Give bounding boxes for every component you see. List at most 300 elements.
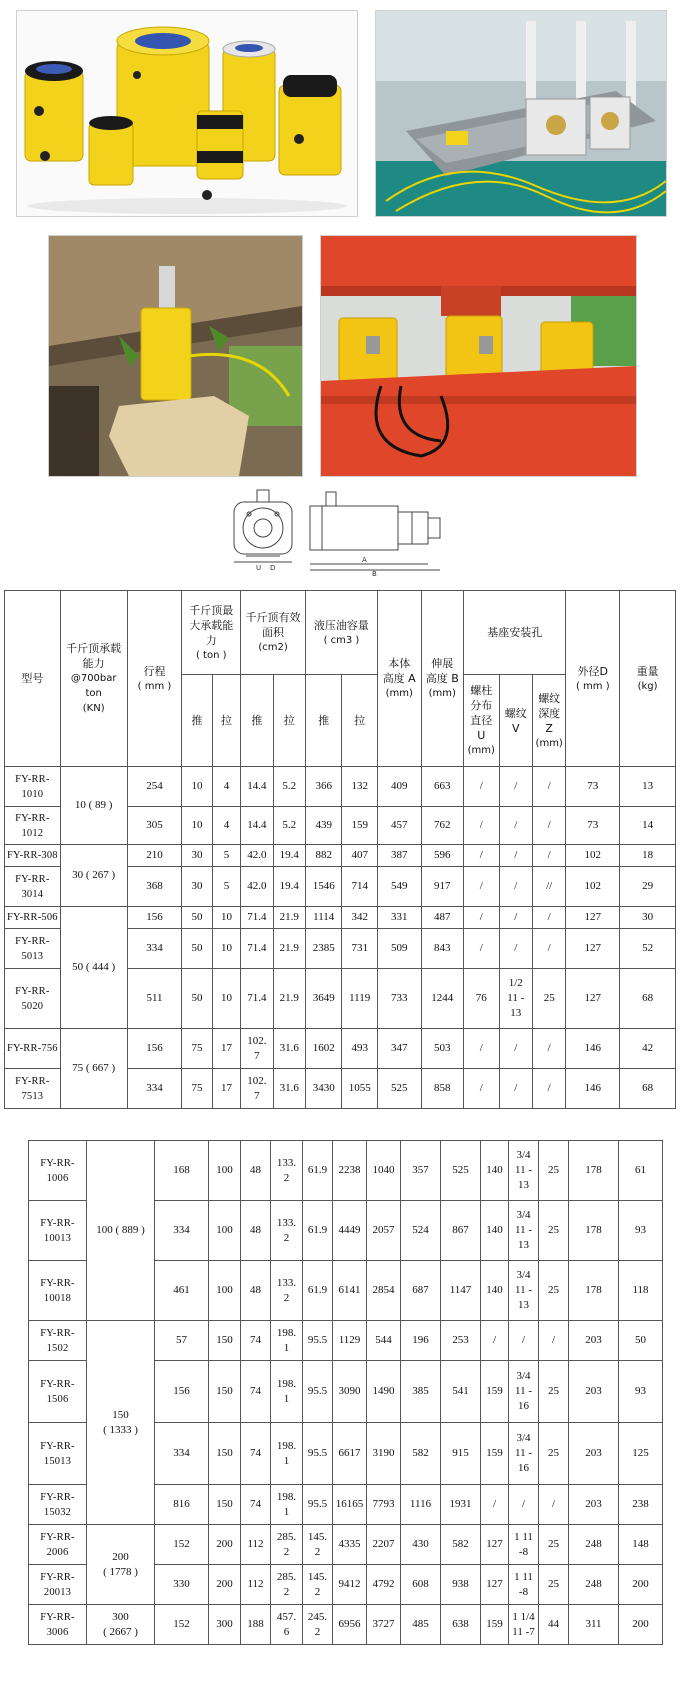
max-push-cell: 200 xyxy=(209,1525,241,1565)
model-cell: FY-RR- 5013 xyxy=(5,929,61,969)
area-pull-cell: 21.9 xyxy=(273,907,305,929)
capacity-cell: 10 ( 89 ) xyxy=(60,767,127,845)
thread-depth-cell: / xyxy=(532,929,565,969)
weight-cell: 200 xyxy=(619,1565,663,1605)
outer-diameter-cell: 248 xyxy=(569,1525,619,1565)
oil-push-cell: 1114 xyxy=(305,907,341,929)
thread-depth-cell: / xyxy=(532,907,565,929)
label-b: B xyxy=(372,570,377,576)
weight-cell: 13 xyxy=(620,767,676,807)
max-push-cell: 100 xyxy=(209,1201,241,1261)
stroke-cell: 57 xyxy=(155,1321,209,1361)
thread-cell: 3/4 11 - 16 xyxy=(509,1361,539,1423)
extended-height-cell: 596 xyxy=(421,845,464,867)
max-push-cell: 30 xyxy=(182,867,212,907)
header-outer-diameter: 外径D ( mm ) xyxy=(566,591,620,767)
outer-diameter-cell: 203 xyxy=(569,1485,619,1525)
capacity-cell: 300 ( 2667 ) xyxy=(87,1605,155,1645)
max-pull-cell: 74 xyxy=(241,1423,271,1485)
bolt-diameter-cell: 140 xyxy=(481,1141,509,1201)
table-row xyxy=(5,907,676,929)
oil-push-cell: 9412 xyxy=(333,1565,367,1605)
thread-cell: / xyxy=(499,929,532,969)
oil-push-cell: 6617 xyxy=(333,1423,367,1485)
model-cell: FY-RR- 5020 xyxy=(5,969,61,1029)
stroke-cell: 511 xyxy=(127,969,182,1029)
area-push-cell: 198. 1 xyxy=(271,1321,303,1361)
oil-push-cell: 3649 xyxy=(305,969,341,1029)
stroke-cell: 334 xyxy=(155,1201,209,1261)
model-cell: FY-RR- 15032 xyxy=(29,1485,87,1525)
spec-table-bottom xyxy=(28,1140,663,1645)
model-cell: FY-RR-756 xyxy=(5,1029,61,1069)
oil-pull-cell: 493 xyxy=(342,1029,377,1069)
header-effective-area: 千斤顶有效 面积 (cm2) xyxy=(241,591,306,675)
model-cell: FY-RR- 1502 xyxy=(29,1321,87,1361)
oil-push-cell: 6956 xyxy=(333,1605,367,1645)
thread-depth-cell: / xyxy=(532,1029,565,1069)
header-stroke: 行程 ( mm ) xyxy=(127,591,182,767)
weight-cell: 148 xyxy=(619,1525,663,1565)
table-row xyxy=(29,1321,663,1361)
model-cell: FY-RR- 3014 xyxy=(5,867,61,907)
thread-depth-cell: 25 xyxy=(532,969,565,1029)
header-pull: 拉 xyxy=(212,675,240,767)
oil-push-cell: 16165 xyxy=(333,1485,367,1525)
body-height-cell: 430 xyxy=(401,1525,441,1565)
thread-cell: / xyxy=(499,867,532,907)
oil-pull-cell: 731 xyxy=(342,929,377,969)
area-pull-cell: 95.5 xyxy=(303,1485,333,1525)
area-push-cell: 285. 2 xyxy=(271,1525,303,1565)
table-row xyxy=(5,1029,676,1069)
stroke-cell: 334 xyxy=(127,929,182,969)
bolt-diameter-cell: / xyxy=(464,867,499,907)
header-thread: 螺纹 V xyxy=(499,675,532,767)
thread-depth-cell: / xyxy=(532,845,565,867)
oil-pull-cell: 3190 xyxy=(367,1423,401,1485)
bridge-support-illustration xyxy=(49,236,302,476)
label-d: D xyxy=(270,564,276,572)
thread-cell: / xyxy=(499,1029,532,1069)
factory-install-photo xyxy=(375,10,667,217)
thread-cell: / xyxy=(499,767,532,807)
extended-height-cell: 762 xyxy=(421,807,464,845)
bolt-diameter-cell: / xyxy=(464,1069,499,1109)
max-push-cell: 10 xyxy=(182,807,212,845)
thread-cell: / xyxy=(509,1321,539,1361)
thread-cell: / xyxy=(499,1069,532,1109)
extended-height-cell: 638 xyxy=(441,1605,481,1645)
thread-cell: 1 1/4 11 -7 xyxy=(509,1605,539,1645)
thread-depth-cell: / xyxy=(532,767,565,807)
area-push-cell: 198. 1 xyxy=(271,1423,303,1485)
oil-push-cell: 1129 xyxy=(333,1321,367,1361)
weight-cell: 200 xyxy=(619,1605,663,1645)
header-thread-depth: 螺纹 深度 Z (mm) xyxy=(532,675,565,767)
body-height-cell: 733 xyxy=(377,969,421,1029)
weight-cell: 29 xyxy=(620,867,676,907)
model-cell: FY-RR- 7513 xyxy=(5,1069,61,1109)
bolt-diameter-cell: / xyxy=(464,767,499,807)
capacity-cell: 75 ( 667 ) xyxy=(60,1029,127,1109)
thread-depth-cell: / xyxy=(532,807,565,845)
thread-depth-cell: 25 xyxy=(539,1201,569,1261)
area-push-cell: 71.4 xyxy=(241,969,273,1029)
max-push-cell: 50 xyxy=(182,907,212,929)
capacity-cell: 150 ( 1333 ) xyxy=(87,1321,155,1525)
extended-height-cell: 917 xyxy=(421,867,464,907)
max-pull-cell: 10 xyxy=(212,929,240,969)
extended-height-cell: 1244 xyxy=(421,969,464,1029)
oil-push-cell: 4335 xyxy=(333,1525,367,1565)
body-height-cell: 1116 xyxy=(401,1485,441,1525)
outer-diameter-cell: 146 xyxy=(566,1029,620,1069)
header-bolt-diameter: 螺柱 分布 直径 U (mm) xyxy=(464,675,499,767)
model-cell: FY-RR- 1506 xyxy=(29,1361,87,1423)
outer-diameter-cell: 311 xyxy=(569,1605,619,1645)
stroke-cell: 461 xyxy=(155,1261,209,1321)
oil-pull-cell: 2207 xyxy=(367,1525,401,1565)
area-pull-cell: 31.6 xyxy=(273,1029,305,1069)
bolt-diameter-cell: 76 xyxy=(464,969,499,1029)
oil-push-cell: 2385 xyxy=(305,929,341,969)
header-max-capacity: 千斤顶最 大承载能 力 ( ton ) xyxy=(182,591,241,675)
table-row xyxy=(29,1141,663,1201)
oil-pull-cell: 544 xyxy=(367,1321,401,1361)
outer-diameter-cell: 73 xyxy=(566,767,620,807)
oil-pull-cell: 7793 xyxy=(367,1485,401,1525)
outer-diameter-cell: 178 xyxy=(569,1261,619,1321)
extended-height-cell: 915 xyxy=(441,1423,481,1485)
area-push-cell: 285. 2 xyxy=(271,1565,303,1605)
outer-diameter-cell: 178 xyxy=(569,1141,619,1201)
area-push-cell: 133. 2 xyxy=(271,1141,303,1201)
stroke-cell: 156 xyxy=(127,907,182,929)
max-pull-cell: 10 xyxy=(212,969,240,1029)
max-pull-cell: 5 xyxy=(212,845,240,867)
stroke-cell: 168 xyxy=(155,1141,209,1201)
oil-pull-cell: 714 xyxy=(342,867,377,907)
capacity-cell: 100 ( 889 ) xyxy=(87,1141,155,1321)
area-push-cell: 14.4 xyxy=(241,767,273,807)
body-height-cell: 524 xyxy=(401,1201,441,1261)
model-cell: FY-RR- 15013 xyxy=(29,1423,87,1485)
bolt-diameter-cell: / xyxy=(464,807,499,845)
bolt-diameter-cell: 159 xyxy=(481,1361,509,1423)
thread-cell: 1 11 -8 xyxy=(509,1565,539,1605)
max-pull-cell: 74 xyxy=(241,1485,271,1525)
extended-height-cell: 867 xyxy=(441,1201,481,1261)
max-pull-cell: 17 xyxy=(212,1069,240,1109)
weight-cell: 50 xyxy=(619,1321,663,1361)
thread-depth-cell: 25 xyxy=(539,1141,569,1201)
body-height-cell: 347 xyxy=(377,1029,421,1069)
extended-height-cell: 843 xyxy=(421,929,464,969)
max-push-cell: 75 xyxy=(182,1029,212,1069)
header-oil-capacity: 液压油容量 ( cm3 ) xyxy=(305,591,377,675)
oil-pull-cell: 1490 xyxy=(367,1361,401,1423)
bridge-support-photo xyxy=(48,235,303,477)
area-push-cell: 133. 2 xyxy=(271,1201,303,1261)
extended-height-cell: 253 xyxy=(441,1321,481,1361)
thread-depth-cell: / xyxy=(532,1069,565,1109)
model-cell: FY-RR- 20013 xyxy=(29,1565,87,1605)
area-pull-cell: 245. 2 xyxy=(303,1605,333,1645)
area-push-cell: 42.0 xyxy=(241,867,273,907)
max-pull-cell: 74 xyxy=(241,1361,271,1423)
max-push-cell: 30 xyxy=(182,845,212,867)
max-pull-cell: 188 xyxy=(241,1605,271,1645)
weight-cell: 18 xyxy=(620,845,676,867)
header-row-1 xyxy=(5,591,676,675)
max-pull-cell: 5 xyxy=(212,867,240,907)
stroke-cell: 152 xyxy=(155,1525,209,1565)
header-push: 推 xyxy=(305,675,341,767)
table-row xyxy=(5,767,676,807)
max-pull-cell: 112 xyxy=(241,1565,271,1605)
thread-cell: 1/2 11 - 13 xyxy=(499,969,532,1029)
oil-pull-cell: 3727 xyxy=(367,1605,401,1645)
thread-depth-cell: 25 xyxy=(539,1423,569,1485)
red-frame-illustration xyxy=(321,236,636,476)
area-push-cell: 42.0 xyxy=(241,845,273,867)
extended-height-cell: 541 xyxy=(441,1361,481,1423)
oil-push-cell: 439 xyxy=(305,807,341,845)
oil-push-cell: 6141 xyxy=(333,1261,367,1321)
thread-depth-cell: 44 xyxy=(539,1605,569,1645)
stroke-cell: 330 xyxy=(155,1565,209,1605)
max-push-cell: 150 xyxy=(209,1361,241,1423)
max-push-cell: 150 xyxy=(209,1423,241,1485)
factory-install-illustration xyxy=(376,11,666,216)
stroke-cell: 210 xyxy=(127,845,182,867)
max-push-cell: 50 xyxy=(182,929,212,969)
weight-cell: 68 xyxy=(620,969,676,1029)
header-pull: 拉 xyxy=(342,675,377,767)
extended-height-cell: 1147 xyxy=(441,1261,481,1321)
body-height-cell: 549 xyxy=(377,867,421,907)
oil-push-cell: 1546 xyxy=(305,867,341,907)
stroke-cell: 152 xyxy=(155,1605,209,1645)
thread-cell: / xyxy=(509,1485,539,1525)
body-height-cell: 457 xyxy=(377,807,421,845)
oil-push-cell: 3090 xyxy=(333,1361,367,1423)
area-push-cell: 102. 7 xyxy=(241,1029,273,1069)
body-height-cell: 409 xyxy=(377,767,421,807)
bolt-diameter-cell: 140 xyxy=(481,1201,509,1261)
outer-diameter-cell: 127 xyxy=(566,929,620,969)
outer-diameter-cell: 146 xyxy=(566,1069,620,1109)
area-pull-cell: 95.5 xyxy=(303,1423,333,1485)
area-push-cell: 133. 2 xyxy=(271,1261,303,1321)
thread-cell: 3/4 11 - 16 xyxy=(509,1423,539,1485)
outer-diameter-cell: 127 xyxy=(566,969,620,1029)
outer-diameter-cell: 102 xyxy=(566,845,620,867)
outer-diameter-cell: 127 xyxy=(566,907,620,929)
thread-cell: 3/4 11 - 13 xyxy=(509,1261,539,1321)
stroke-cell: 156 xyxy=(127,1029,182,1069)
area-pull-cell: 61.9 xyxy=(303,1141,333,1201)
bolt-diameter-cell: 127 xyxy=(481,1565,509,1605)
weight-cell: 238 xyxy=(619,1485,663,1525)
header-push: 推 xyxy=(241,675,273,767)
thread-depth-cell: 25 xyxy=(539,1261,569,1321)
body-height-cell: 387 xyxy=(377,845,421,867)
max-push-cell: 50 xyxy=(182,969,212,1029)
model-cell: FY-RR- 3006 xyxy=(29,1605,87,1645)
max-pull-cell: 112 xyxy=(241,1525,271,1565)
outer-diameter-cell: 248 xyxy=(569,1565,619,1605)
stroke-cell: 334 xyxy=(127,1069,182,1109)
outer-diameter-cell: 73 xyxy=(566,807,620,845)
area-pull-cell: 19.4 xyxy=(273,867,305,907)
outer-diameter-cell: 178 xyxy=(569,1201,619,1261)
weight-cell: 93 xyxy=(619,1201,663,1261)
area-pull-cell: 21.9 xyxy=(273,969,305,1029)
weight-cell: 61 xyxy=(619,1141,663,1201)
oil-pull-cell: 1119 xyxy=(342,969,377,1029)
oil-pull-cell: 159 xyxy=(342,807,377,845)
area-pull-cell: 5.2 xyxy=(273,807,305,845)
max-push-cell: 300 xyxy=(209,1605,241,1645)
extended-height-cell: 503 xyxy=(421,1029,464,1069)
extended-height-cell: 525 xyxy=(441,1141,481,1201)
outer-diameter-cell: 102 xyxy=(566,867,620,907)
weight-cell: 14 xyxy=(620,807,676,845)
bolt-diameter-cell: 127 xyxy=(481,1525,509,1565)
outer-diameter-cell: 203 xyxy=(569,1321,619,1361)
oil-pull-cell: 132 xyxy=(342,767,377,807)
weight-cell: 125 xyxy=(619,1423,663,1485)
header-pull: 拉 xyxy=(273,675,305,767)
body-height-cell: 608 xyxy=(401,1565,441,1605)
thread-depth-cell: 25 xyxy=(539,1525,569,1565)
thread-cell: 3/4 11 - 13 xyxy=(509,1141,539,1201)
area-push-cell: 14.4 xyxy=(241,807,273,845)
oil-pull-cell: 342 xyxy=(342,907,377,929)
oil-push-cell: 1602 xyxy=(305,1029,341,1069)
oil-pull-cell: 2057 xyxy=(367,1201,401,1261)
jack-dimension-drawing xyxy=(232,484,446,576)
outer-diameter-cell: 203 xyxy=(569,1361,619,1423)
max-pull-cell: 74 xyxy=(241,1321,271,1361)
oil-pull-cell: 4792 xyxy=(367,1565,401,1605)
header-body-height: 本体 高度 A (mm) xyxy=(377,591,421,767)
weight-cell: 42 xyxy=(620,1029,676,1069)
bolt-diameter-cell: / xyxy=(464,929,499,969)
stroke-cell: 816 xyxy=(155,1485,209,1525)
model-cell: FY-RR- 2006 xyxy=(29,1525,87,1565)
oil-push-cell: 2238 xyxy=(333,1141,367,1201)
oil-push-cell: 882 xyxy=(305,845,341,867)
area-push-cell: 71.4 xyxy=(241,929,273,969)
stroke-cell: 305 xyxy=(127,807,182,845)
max-pull-cell: 48 xyxy=(241,1141,271,1201)
body-height-cell: 331 xyxy=(377,907,421,929)
weight-cell: 30 xyxy=(620,907,676,929)
body-height-cell: 509 xyxy=(377,929,421,969)
model-cell: FY-RR-308 xyxy=(5,845,61,867)
area-pull-cell: 21.9 xyxy=(273,929,305,969)
capacity-cell: 50 ( 444 ) xyxy=(60,907,127,1029)
thread-cell: 3/4 11 - 13 xyxy=(509,1201,539,1261)
capacity-cell: 30 ( 267 ) xyxy=(60,845,127,907)
oil-pull-cell: 1055 xyxy=(342,1069,377,1109)
weight-cell: 68 xyxy=(620,1069,676,1109)
thread-cell: / xyxy=(499,807,532,845)
max-pull-cell: 4 xyxy=(212,807,240,845)
body-height-cell: 687 xyxy=(401,1261,441,1321)
oil-pull-cell: 1040 xyxy=(367,1141,401,1201)
model-cell: FY-RR-506 xyxy=(5,907,61,929)
thread-depth-cell: 25 xyxy=(539,1361,569,1423)
thread-depth-cell: 25 xyxy=(539,1565,569,1605)
oil-pull-cell: 2854 xyxy=(367,1261,401,1321)
weight-cell: 93 xyxy=(619,1361,663,1423)
body-height-cell: 485 xyxy=(401,1605,441,1645)
thread-cell: 1 11 -8 xyxy=(509,1525,539,1565)
model-cell: FY-RR- 10013 xyxy=(29,1201,87,1261)
area-push-cell: 71.4 xyxy=(241,907,273,929)
bolt-diameter-cell: / xyxy=(464,845,499,867)
area-pull-cell: 5.2 xyxy=(273,767,305,807)
oil-push-cell: 3430 xyxy=(305,1069,341,1109)
thread-depth-cell: // xyxy=(532,867,565,907)
bolt-diameter-cell: 159 xyxy=(481,1605,509,1645)
stroke-cell: 334 xyxy=(155,1423,209,1485)
max-push-cell: 100 xyxy=(209,1141,241,1201)
bolt-diameter-cell: / xyxy=(481,1321,509,1361)
max-push-cell: 150 xyxy=(209,1321,241,1361)
extended-height-cell: 582 xyxy=(441,1525,481,1565)
header-model: 型号 xyxy=(5,591,61,767)
header-base-holes: 基座安装孔 xyxy=(464,591,566,675)
max-push-cell: 75 xyxy=(182,1069,212,1109)
thread-cell: / xyxy=(499,845,532,867)
area-pull-cell: 145. 2 xyxy=(303,1565,333,1605)
max-push-cell: 200 xyxy=(209,1565,241,1605)
max-pull-cell: 48 xyxy=(241,1201,271,1261)
table-row xyxy=(5,845,676,867)
extended-height-cell: 858 xyxy=(421,1069,464,1109)
oil-push-cell: 4449 xyxy=(333,1201,367,1261)
bolt-diameter-cell: 159 xyxy=(481,1423,509,1485)
stroke-cell: 368 xyxy=(127,867,182,907)
label-u: U xyxy=(256,564,262,572)
max-pull-cell: 48 xyxy=(241,1261,271,1321)
max-push-cell: 10 xyxy=(182,767,212,807)
max-push-cell: 100 xyxy=(209,1261,241,1321)
extended-height-cell: 663 xyxy=(421,767,464,807)
bolt-diameter-cell: / xyxy=(464,907,499,929)
spec-table-top xyxy=(4,590,676,1109)
max-pull-cell: 17 xyxy=(212,1029,240,1069)
thread-depth-cell: / xyxy=(539,1321,569,1361)
area-push-cell: 457. 6 xyxy=(271,1605,303,1645)
bolt-diameter-cell: / xyxy=(481,1485,509,1525)
header-extended-height: 伸展 高度 B (mm) xyxy=(421,591,464,767)
model-cell: FY-RR- 1012 xyxy=(5,807,61,845)
bolt-diameter-cell: 140 xyxy=(481,1261,509,1321)
thread-depth-cell: / xyxy=(539,1485,569,1525)
label-a: A xyxy=(362,556,367,564)
header-push: 推 xyxy=(182,675,212,767)
area-pull-cell: 145. 2 xyxy=(303,1525,333,1565)
area-pull-cell: 61.9 xyxy=(303,1261,333,1321)
body-height-cell: 357 xyxy=(401,1141,441,1201)
max-push-cell: 150 xyxy=(209,1485,241,1525)
